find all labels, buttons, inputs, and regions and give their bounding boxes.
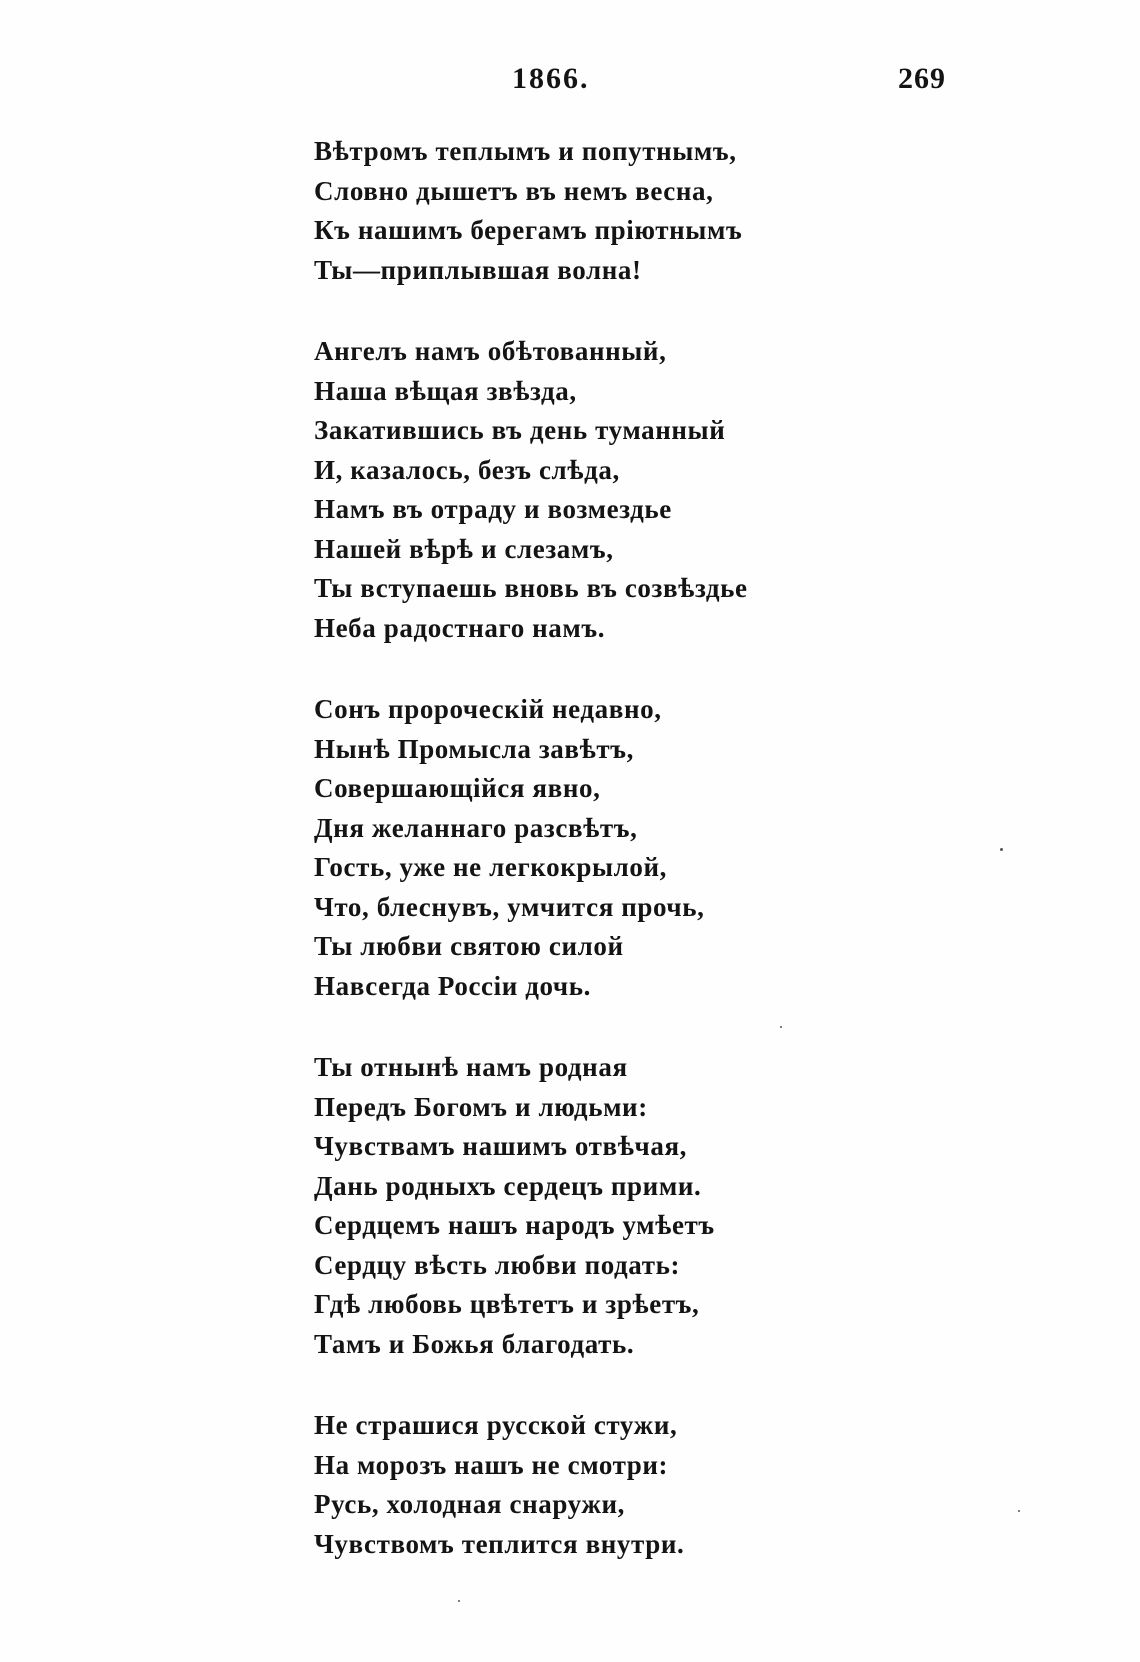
poem-line: Сонъ пророческій недавно,	[314, 694, 662, 724]
poem-line: Словно дышетъ въ немъ весна,	[314, 175, 714, 206]
poem-line: Дня желаннаго разсвѣтъ,	[314, 812, 638, 843]
poem-line: Сердцу вѣсть любви подать:	[314, 1249, 681, 1280]
page-header-year: 1866.	[512, 62, 590, 95]
poem-line: Передъ Богомъ и людьми:	[314, 1091, 648, 1122]
poem-line: Ты любви святою силой	[314, 931, 624, 961]
paper-speck	[780, 1026, 782, 1028]
poem-line: Чувствамъ нашимъ отвѣчая,	[314, 1131, 688, 1161]
poem-line: Наша вѣщая звѣзда,	[314, 375, 577, 406]
poem-line: Ангелъ намъ обѣтованный,	[314, 336, 667, 366]
poem-body	[314, 132, 1074, 1606]
poem-line: Совершающійся явно,	[314, 773, 601, 803]
poem-line: Неба радостнаго намъ.	[314, 612, 606, 643]
poem-line: Нашей вѣрѣ и слезамъ,	[314, 533, 614, 564]
poem-line: Намъ въ отраду и возмездье	[314, 494, 672, 524]
poem-line: Ты вступаешь вновь въ созвѣздье	[314, 573, 748, 603]
poem-line: На морозъ нашъ не смотри:	[314, 1449, 669, 1480]
poem-line: Къ нашимъ берегамъ пріютнымъ	[314, 215, 743, 245]
paper-speck	[1000, 848, 1003, 851]
poem-line: Чувствомъ теплится внутри.	[314, 1528, 685, 1559]
stanza-4	[314, 1048, 1074, 1364]
poem-line: Закатившись въ день туманный	[314, 415, 726, 445]
stanza-1	[314, 132, 1074, 290]
page-number: 269	[898, 62, 946, 95]
poem-line: И, казалось, безъ слѣда,	[314, 454, 620, 485]
paper-speck	[458, 1600, 460, 1602]
poem-line: Дань родныхъ сердецъ прими.	[314, 1170, 702, 1201]
poem-line: Нынѣ Промысла завѣтъ,	[314, 733, 634, 764]
poem-line: Не страшися русской стужи,	[314, 1410, 678, 1440]
poem-line: Вѣтромъ теплымъ и попутнымъ,	[314, 136, 737, 166]
poem-line: Навсегда Россіи дочь.	[314, 970, 591, 1001]
poem-line: Что, блеснувъ, умчится прочь,	[314, 891, 705, 922]
poem-line: Гдѣ любовь цвѣтетъ и зрѣетъ,	[314, 1289, 700, 1319]
stanza-3	[314, 690, 1074, 1006]
stanza-2	[314, 332, 1074, 648]
running-head	[0, 62, 1140, 102]
poem-line: Сердцемъ нашъ народъ умѣетъ	[314, 1210, 715, 1240]
paper-speck	[1018, 1510, 1020, 1512]
poem-line: Тамъ и Божья благодать.	[314, 1328, 635, 1359]
poem-line: Русь, холодная снаружи,	[314, 1489, 626, 1519]
stanza-5	[314, 1406, 1074, 1564]
poem-line: Гость, уже не легкокрылой,	[314, 852, 668, 882]
poem-line: Ты—приплывшая волна!	[314, 254, 642, 285]
poem-line: Ты отнынѣ намъ родная	[314, 1052, 628, 1082]
